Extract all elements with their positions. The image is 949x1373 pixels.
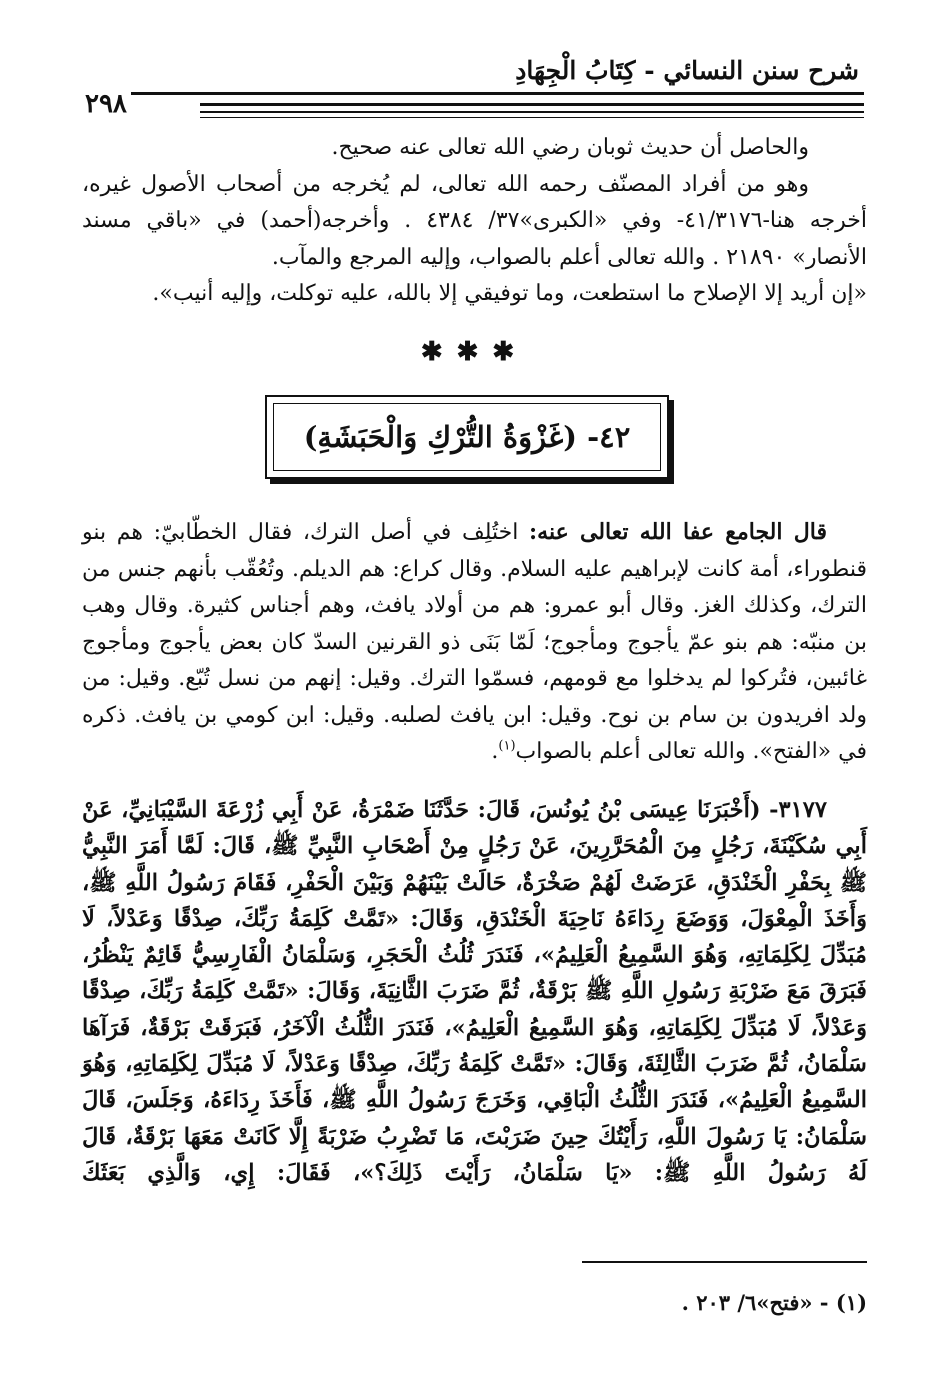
intro-paragraph-quote: «إن أريد إلا الإصلاح ما استطعت، وما توفيقي إلا بالله، عليه توكلت، وإليه أنيب».	[152, 281, 867, 306]
footnote: (١) - «فتح»٦/ ٢٠٣ .	[681, 1290, 867, 1315]
commentary-section	[82, 514, 867, 771]
intro-paragraph-takhrij: وهو من أفراد المصنّف رحمه الله تعالى، لم يُخرجه من أصحاب الأصول غيره، أخرجه هنا-٤١/٣١٧٦- وفي «الكبرى»٣٧/ ٤٣٨٤ . وأخرجه(أحمد) في «باقي مسند الأنصار» ٢١٨٩٠ . والله تعالى أعلم بالصواب، وإليه المرجع والمآب.	[82, 171, 868, 270]
chapter-title: ٤٢- (غَزْوَةُ التُّرْكِ وَالْحَبَشَةِ)	[303, 420, 631, 454]
commentary-paragraph	[82, 514, 867, 771]
hadith-section	[82, 792, 867, 1191]
page-number: ٢٩٨	[85, 89, 131, 119]
chapter-heading-box	[265, 395, 669, 479]
section-separator-stars: ✱✱✱	[420, 337, 529, 367]
commentary-text: اختُلِف في أصل الترك، فقال الخطّابيّ: هم بنو قنطوراء، أمة كانت لإبراهيم عليه السلام. وقال كراع: هم الديلم. وتُعُقّب بأنهم جنس من الترك، وكذلك الغز. وقال أبو عمرو: هم من أولاد يافث، وهم أجناس كثيرة. وقال وهب بن منبّه: هم بنو عمّ يأجوج ومأجوج؛ لَمّا بَنَى ذو القرنين السدّ كان بعض يأجوج ومأجوج غائبين، فتُركوا لم يدخلوا مع قومهم، فسمّوا الترك. وقيل: إنهم من نسل تُبّع. وقيل: من ولد افريدون بن سام بن نوح. وقيل: ابن يافث لصلبه. وقيل: ابن كومي بن يافث. ذكره في «الفتح». والله تعالى أعلم بالصواب	[82, 520, 867, 764]
hadith-text: ٣١٧٧- (أَخْبَرَنَا عِيسَى بْنُ يُونُسَ، قَالَ: حَدَّثَنَا ضَمْرَةُ، عَنْ أَبِي زُرْعَةَ السَّيْبَانِيِّ، عَنْ أَبِي سُكَيْنَةَ، رَجُلٍ مِنَ الْمُحَرَّرِينَ، عَنْ رَجُلٍ مِنْ أَصْحَابِ النَّبِيِّ ﷺ، قَالَ: لَمَّا أَمَرَ النَّبِيُّ ﷺ بِحَفْرِ الْخَنْدَقِ، عَرَضَتْ لَهُمْ صَخْرَةٌ، حَالَتْ بَيْنَهُمْ وَبَيْنَ الْحَفْرِ، فَقَامَ رَسُولُ اللَّهِ ﷺ، وَأَخَذَ الْمِعْوَلَ، وَوَضَعَ رِدَاءَهُ نَاحِيَةَ الْخَنْدَقِ، وَقَالَ: «تَمَّتْ كَلِمَةُ رَبِّكَ، صِدْقًا وَعَدْلاً، لَا مُبَدِّلَ لِكَلِمَاتِهِ، وَهُوَ السَّمِيعُ الْعَلِيمُ»، فَنَدَرَ ثُلُثُ الْحَجَرِ، وَسَلْمَانُ الْفَارِسِيُّ قَائِمٌ يَنْظُرُ، فَبَرَقَ مَعَ ضَرْبَةِ رَسُولِ اللَّهِ ﷺ بَرْقَةٌ، ثُمَّ ضَرَبَ الثَّانِيَةَ، وَقَالَ: «تَمَّتْ كَلِمَةُ رَبِّكَ، صِدْقًا وَعَدْلاً، لَا مُبَدِّلَ لِكَلِمَاتِهِ، وَهُوَ السَّمِيعُ الْعَلِيمُ»، فَنَدَرَ الثُّلُثُ الْآخَرُ، فَبَرَقَتْ بَرْقَةٌ، فَرَآهَا سَلْمَانُ، ثُمَّ ضَرَبَ الثَّالِثَةَ، وَقَالَ: «تَمَّتْ كَلِمَةُ رَبِّكَ، صِدْقًا وَعَدْلاً، لَا مُبَدِّلَ لِكَلِمَاتِهِ، وَهُوَ السَّمِيعُ الْعَلِيمُ»، فَنَدَرَ الثُّلُثُ الْبَاقِي، وَخَرَجَ رَسُولُ اللَّهِ ﷺ، فَأَخَذَ رِدَاءَهُ، وَجَلَسَ، قَالَ سَلْمَانُ: يَا رَسُولَ اللَّهِ، رَأَيْتُكَ حِينَ ضَرَبْتَ، مَا تَضْرِبُ ضَرْبَةً إِلَّا كَانَتْ مَعَهَا بَرْقَةٌ، قَالَ لَهُ رَسُولُ اللَّهِ ﷺ: «يَا سَلْمَانُ، رَأَيْتَ ذَلِكَ؟»، فَقَالَ: إِي، وَالَّذِي بَعَثَكَ	[82, 797, 867, 1186]
running-title: شرح سنن النسائي - كِتَابُ الْجِهَادِ	[515, 56, 859, 85]
commentary-end: .	[491, 739, 499, 764]
footnote-reference[interactable]: (١)	[498, 738, 516, 754]
intro-section	[82, 130, 867, 313]
footnote-rule	[582, 1261, 867, 1263]
chapter-heading-frame	[273, 403, 661, 471]
page-number-row	[85, 89, 864, 121]
intro-paragraph-conclusion: والحاصل أن حديث ثوبان رضي الله تعالى عنه صحيح.	[331, 135, 809, 160]
commentary-lead: قال الجامع عفا الله تعالى عنه:	[529, 519, 828, 545]
